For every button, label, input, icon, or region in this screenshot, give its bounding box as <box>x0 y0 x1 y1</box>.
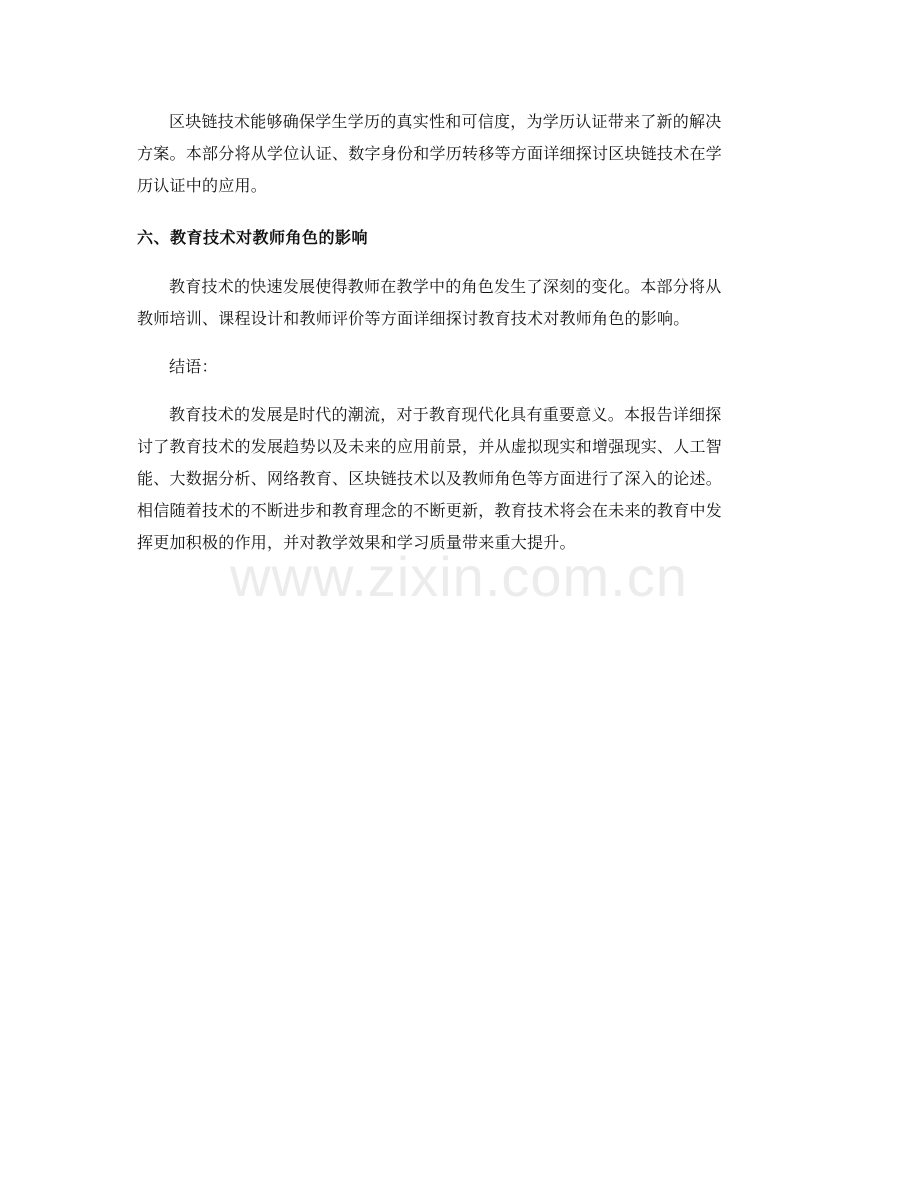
conclusion-label: 结语： <box>169 357 218 376</box>
paragraph-line: 教育技术的快速发展使得教师在教学中的角色发生了深刻的变化。本部分将从 <box>169 277 722 296</box>
paragraph-line: 挥更加积极的作用，并对教学效果和学习质量带来重大提升。 <box>137 533 576 552</box>
paragraph-line: 方案。本部分将从学位认证、数字身份和学历转移等方面详细探讨区块链技术在学 <box>137 144 723 163</box>
paragraph-teacher-role <box>137 271 783 335</box>
paragraph-line: 教育技术的发展是时代的潮流，对于教育现代化具有重要意义。本报告详细探 <box>169 405 722 424</box>
paragraph-blockchain-credentials <box>137 106 783 202</box>
paragraph-line: 能、大数据分析、网络教育、区块链技术以及教师角色等方面进行了深入的论述。 <box>137 469 723 488</box>
paragraph-line: 历认证中的应用。 <box>137 176 268 195</box>
paragraph-line: 区块链技术能够确保学生学历的真实性和可信度，为学历认证带来了新的解决 <box>169 112 722 131</box>
section-heading-6: 六、教育技术对教师角色的影响 <box>137 228 369 247</box>
document-body <box>137 106 783 559</box>
paragraph-line: 教师培训、课程设计和教师评价等方面详细探讨教育技术对教师角色的影响。 <box>137 309 690 328</box>
paragraph-conclusion <box>137 399 783 559</box>
paragraph-line: 讨了教育技术的发展趋势以及未来的应用前景，并从虚拟现实和增强现实、人工智 <box>137 437 723 456</box>
watermark: www.zixin.com.cn <box>230 545 688 608</box>
paragraph-line: 相信随着技术的不断进步和教育理念的不断更新，教育技术将会在未来的教育中发 <box>137 501 723 520</box>
